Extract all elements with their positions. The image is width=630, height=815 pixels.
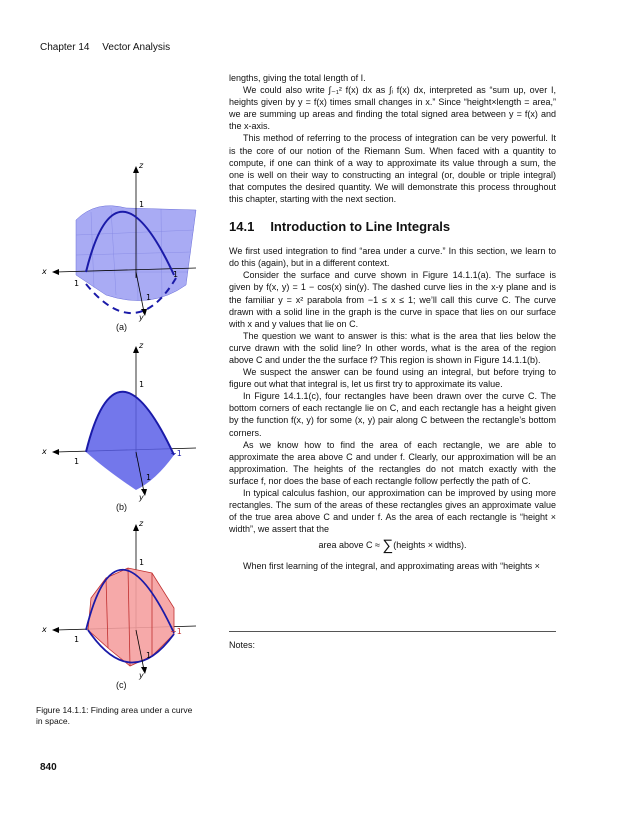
paragraph: lengths, giving the total length of I. — [229, 73, 366, 83]
figure-c-graphic — [36, 518, 206, 688]
paragraph: As we know how to find the area of each rectangle, we are able to approximate the area above C and under f. Clearly, our approximation will be an approximation. The heights of the rectangles do not match exactly with the surface f, nor does the base of each rectangle follow perfectly the path of C. — [229, 439, 556, 486]
svg-text:1: 1 — [139, 558, 145, 567]
figure-caption: Figure 14.1.1: Finding area under a curve in space. — [36, 705, 193, 726]
svg-text:1: 1 — [146, 473, 152, 482]
z-label: z — [139, 161, 144, 170]
paragraph: Consider the surface and curve shown in Figure 14.1.1(a). The surface is given by f(x, y) = 1 − cos(x) sin(y). The dashed curve lies in the x-y plane and is the familiar y = x² parabola from −1 ≤ x ≤ 1; we’ll call this curve C. The curve drawn with a solid line in the graph is the curve in space that lies on our surface with x and y values that lie on C. — [229, 270, 556, 329]
figure-a-graphic — [36, 160, 206, 330]
section-title: Introduction to Line Integrals — [270, 219, 451, 235]
paragraph: This method of referring to the process of integration can be very powerful. It is the core of our notion of the Riemann Sum. When faced with a quantity to compute, if one can think of a way to approximate its value through a sum, the one is well on their way to constructing an integral (or, double or triple integral) that computes the desired quantity. We will demonstrate this process throughout this chapter, starting with the next section. — [229, 133, 556, 204]
paragraph: We suspect the answer can be found using an integral, but before trying to figure out what that integral is, let us first try to approximate its value. — [229, 367, 556, 390]
page-header — [40, 42, 170, 53]
svg-text:1: 1 — [139, 200, 145, 209]
svg-text:1: 1 — [74, 279, 80, 288]
svg-text:z: z — [139, 341, 144, 350]
svg-text:z: z — [139, 519, 144, 528]
approx-rectangles — [88, 568, 174, 666]
paragraph: We could also write ∫₋₁² f(x) dx as ∫ᵢ f(x) dx, interpreted as “sum up, over I, heights given by y = f(x) times small changes in x.” Since “height×length = area,” we are summing up areas and finding the total signed area between y = f(x) and the x-axis. — [229, 85, 556, 132]
page-number: 840 — [40, 762, 57, 773]
section-number: 14.1 — [229, 219, 255, 235]
svg-text:−1: −1 — [170, 449, 182, 458]
paragraph: When first learning of the integral, and approximating areas with “heights × — [243, 561, 540, 572]
svg-text:x: x — [42, 447, 47, 456]
svg-text:x: x — [42, 625, 47, 634]
figure-c-label: (c) — [116, 680, 127, 690]
figure-a-label: (a) — [116, 322, 127, 332]
svg-text:1: 1 — [146, 293, 152, 302]
notes-label: Notes: — [229, 640, 256, 650]
y-label: y — [139, 313, 144, 322]
svg-text:1: 1 — [146, 651, 152, 660]
svg-text:1: 1 — [139, 380, 145, 389]
main-text — [229, 72, 556, 573]
figure-a — [36, 160, 206, 330]
chapter-label: Chapter 14 — [40, 42, 90, 53]
x-label: x — [42, 267, 47, 276]
paragraph: The question we want to answer is this: what is the area that lies below the curve drawn with the solid line? In other words, what is the area of the region above C and under the the surface f? This region is shown in Figure 14.1.1(b). — [229, 330, 556, 365]
figure-b — [36, 340, 206, 510]
figure-b-label: (b) — [116, 502, 127, 512]
paragraph: In typical calculus fashion, our approximation can be improved by using more rectangles. The sum of the areas of these rectangles gives an approximate value of the true area above C and under f. As the area of each rectangle is “height × width”, we assert that the — [229, 488, 556, 535]
paragraph: We first used integration to find “area under a curve.” In this section, we learn to do this (again), but in a different context. — [229, 246, 556, 269]
svg-text:1: 1 — [74, 457, 80, 466]
figure-b-graphic — [36, 340, 206, 510]
figure-c — [36, 518, 206, 688]
svg-text:−1: −1 — [170, 627, 182, 636]
chapter-title: Vector Analysis — [102, 42, 171, 53]
svg-text:1: 1 — [173, 270, 179, 279]
region-under-curve — [86, 392, 174, 490]
section-heading — [229, 221, 556, 233]
svg-text:1: 1 — [74, 635, 80, 644]
display-equation: area above C ≈ ∑(heights × widths). — [318, 537, 467, 555]
paragraph: In Figure 14.1.1(c), four rectangles have been drawn over the curve C. The bottom corners of each rectangle lie on C, and each rectangle has a height given by the function f(x, y) for some (x, y) pair along C between the rectangle’s bottom corners. — [229, 391, 556, 438]
notes-divider — [229, 631, 556, 632]
svg-text:y: y — [139, 493, 144, 502]
svg-text:y: y — [139, 671, 144, 680]
